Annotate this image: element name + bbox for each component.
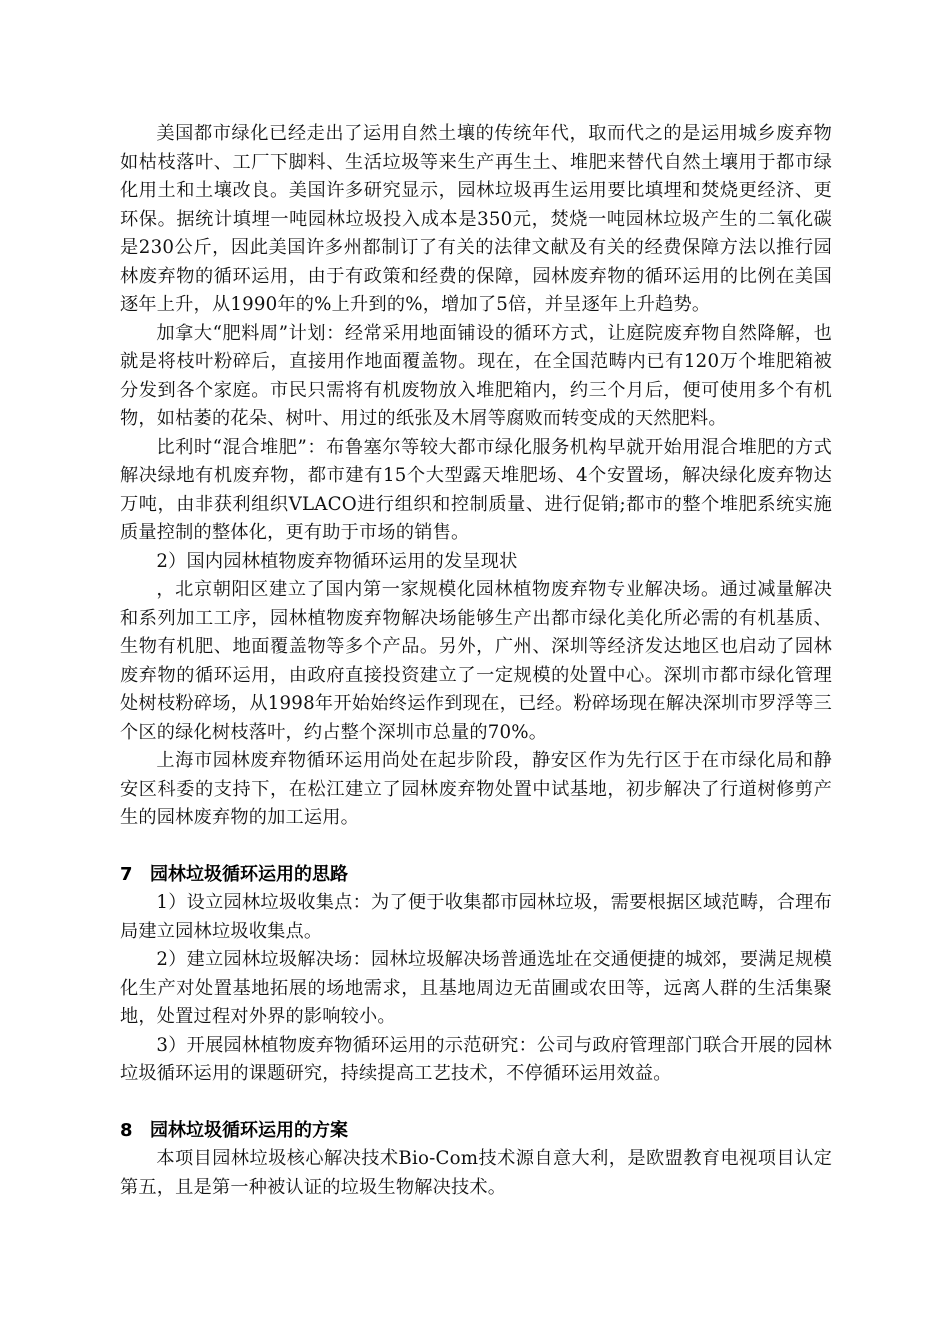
paragraph-canada-compost: 加拿大“肥料周”计划：经常采用地面铺设的循环方式，让庭院废弃物自然降解，也就是将枝叶粉碎后，直接用作地面覆盖物。现在，在全国范畴内已有120万个堆肥箱被分发到各个家庭。市民只需将有机废物放入堆肥箱内，约三个月后，便可使用多个有机物，如枯萎的花朵、树叶、用过的纸张及木屑等腐败而转变成的天然肥料。	[120, 322, 832, 429]
section-spacer	[120, 1089, 832, 1117]
section-7-paragraph: 2）建立园林垃圾解决场：园林垃圾解决场普通选址在交通便捷的城郊，要满足规模化生产对处置基地拓展的场地需求，且基地周边无苗圃或农田等，远离人群的生活集聚地，处置过程对外界的影响较小。	[120, 949, 832, 1027]
paragraph-us-green-waste: 美国都市绿化已经走出了运用自然土壤的传统年代，取而代之的是运用城乡废弃物如枯枝落叶、工厂下脚料、生活垃圾等来生产再生土、堆肥来替代自然土壤用于都市绿化用土和土壤改良。美国许多研究显示，园林垃圾再生运用要比填埋和焚烧更经济、更环保。据统计填埋一吨园林垃圾投入成本是350元，焚烧一吨园林垃圾产生的二氧化碳是230公斤，因此美国许多州都制订了有关的法律文献及有关的经费保障方法以推行园林废弃物的循环运用，由于有政策和经费的保障，园林废弃物的循环运用的比例在美国逐年上升，从1990年的%上升到的%，增加了5倍，并呈逐年上升趋势。	[120, 123, 832, 315]
section-8-paragraph: 本项目园林垃圾核心解决技术Bio-Com技术源自意大利，是欧盟教育电视项目认定第五，且是第一种被认证的垃圾生物解决技术。	[120, 1148, 832, 1198]
document-body	[120, 120, 832, 1202]
section-8-heading	[120, 1117, 832, 1146]
section-7-paragraph: 1）设立园林垃圾收集点：为了便于收集都市园林垃圾，需要根据区域范畴，合理布局建立园林垃圾收集点。	[120, 892, 832, 942]
section-7-heading	[120, 861, 832, 890]
paragraph-beijing-shenzhen: ，北京朝阳区建立了国内第一家规模化园林植物废弃物专业解决场。通过减量解决和系列加工工序，园林植物废弃物解决场能够生产出都市绿化美化所必需的有机基质、生物有机肥、地面覆盖物等多个产品。另外，广州、深圳等经济发达地区也启动了园林废弃物的循环运用，由政府直接投资建立了一定规模的处置中心。深圳市都市绿化管理处树枝粉碎场，从1998年开始始终运作到现在，已经。粉碎场现在解决深圳市罗浮等三个区的绿化树枝落叶，约占整个深圳市总量的70%。	[120, 579, 832, 743]
section-8-title: 园林垃圾循环运用的方案	[150, 1119, 348, 1141]
section-7-number: 7	[120, 863, 133, 885]
subheading-domestic-status: 2）国内园林植物废弃物循环运用的发呈现状	[156, 550, 518, 572]
section-8-number: 8	[120, 1119, 133, 1141]
section-7-paragraph: 3）开展园林植物废弃物循环运用的示范研究：公司与政府管理部门联合开展的园林垃圾循环运用的课题研究，持续提高工艺技术，不停循环运用效益。	[120, 1034, 832, 1084]
section-spacer	[120, 833, 832, 861]
section-7-title: 园林垃圾循环运用的思路	[150, 863, 348, 885]
paragraph-shanghai: 上海市园林废弃物循环运用尚处在起步阶段，静安区作为先行区于在市绿化局和静安区科委的支持下，在松江建立了园林废弃物处置中试基地，初步解决了行道树修剪产生的园林废弃物的加工运用。	[120, 750, 832, 828]
paragraph-belgium-compost: 比利时“混合堆肥”：布鲁塞尔等较大都市绿化服务机构早就开始用混合堆肥的方式解决绿地有机废弃物，都市建有15个大型露天堆肥场、4个安置场，解决绿化废弃物达万吨，由非获利组织VLACO进行组织和控制质量、进行促销;都市的整个堆肥系统实施质量控制的整体化，更有助于市场的销售。	[120, 436, 832, 543]
